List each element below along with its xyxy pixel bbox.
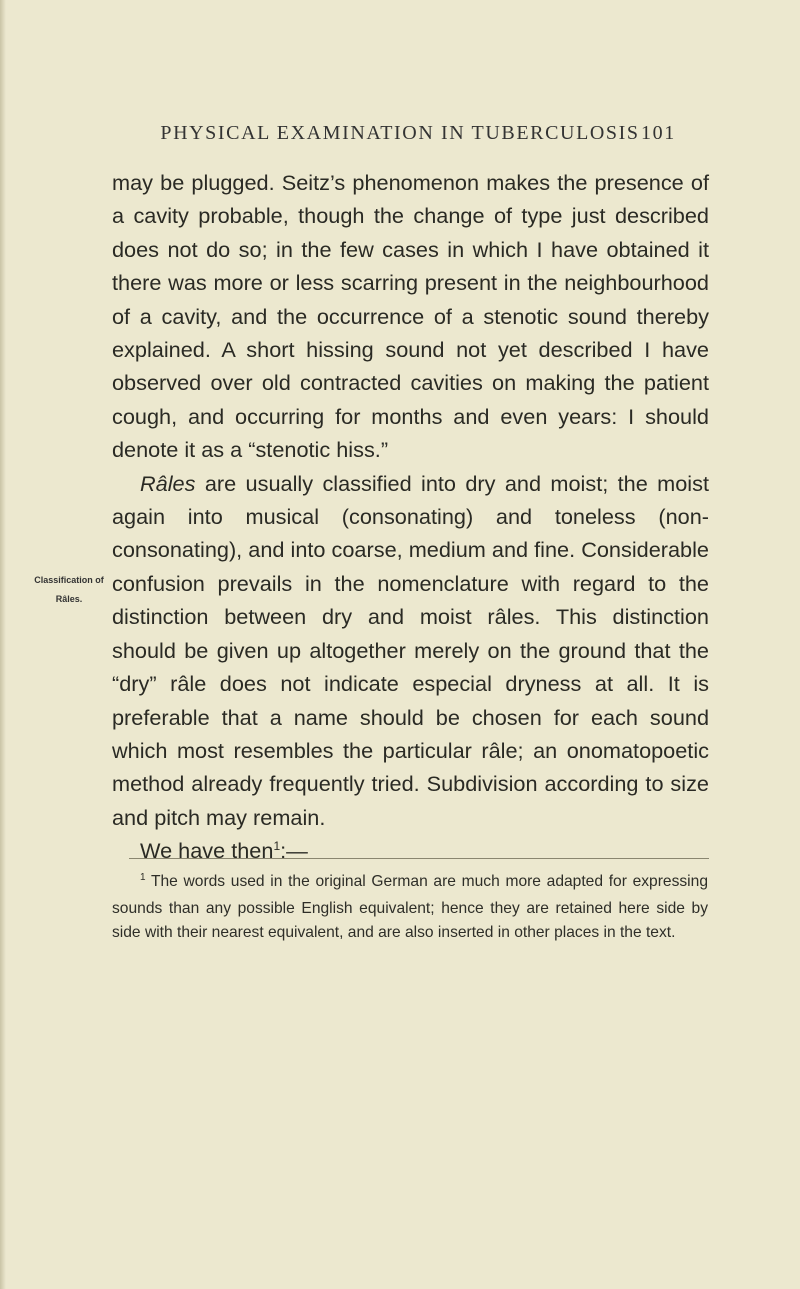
body-text bbox=[112, 166, 709, 872]
running-title: PHYSICAL EXAMINATION IN TUBERCULOSIS bbox=[160, 122, 640, 144]
footnote-rule bbox=[129, 858, 709, 859]
paragraph-2-text: are usually classified into dry and moist; the moist again into musical (consonating) and toneless (non-consonating), and into coarse, medium and fine. Considerable confusion prevails in the nomenclature with regard to the distinction between dry and moist râles. This distinction should be given up altogether merely on the ground that the “dry” râle does not indicate especial dryness at all. It is preferable that a name should be chosen for each sound which most resembles the particular râle; an onomatopoetic method already frequently tried. Subdivision according to size and pitch may remain. bbox=[112, 470, 709, 830]
footnote-text: The words used in the original German are much more adapted for expressing sounds than any possible English equivalent; hence they are retained here side by side with their nearest equivalent, and are also inserted in other places in the text. bbox=[112, 873, 708, 941]
footnote-reference: 1 bbox=[273, 839, 281, 854]
paragraph-3-end: :— bbox=[280, 838, 308, 864]
rales-term: Râles bbox=[140, 470, 196, 496]
margin-note bbox=[34, 571, 104, 609]
paragraph-2 bbox=[112, 467, 709, 834]
paragraph-3 bbox=[112, 834, 709, 871]
margin-note-line-2: Râles. bbox=[55, 594, 83, 604]
margin-note-line-1: Classification of bbox=[34, 575, 104, 585]
footnote bbox=[112, 870, 708, 946]
page-edge-shadow bbox=[0, 0, 6, 1289]
footnote-marker: 1 bbox=[140, 872, 146, 883]
paragraph-1: may be plugged. Seitz’s phenomenon makes the presence of a cavity probable, though the change of type just described does not do so; in the few cases in which I have obtained it there was more or less scarring present in the neighbourhood of a cavity, and the occurrence of a stenotic sound thereby explained. A short hissing sound not yet described I have observed over old contracted cavities on making the patient cough, and occurring for months and even years: I should denote it as a “stenotic hiss.” bbox=[112, 170, 709, 463]
footnote-paragraph bbox=[112, 870, 708, 946]
page-number: 101 bbox=[641, 122, 676, 144]
running-header bbox=[0, 122, 800, 145]
paragraph-3-text: We have then bbox=[140, 838, 274, 864]
